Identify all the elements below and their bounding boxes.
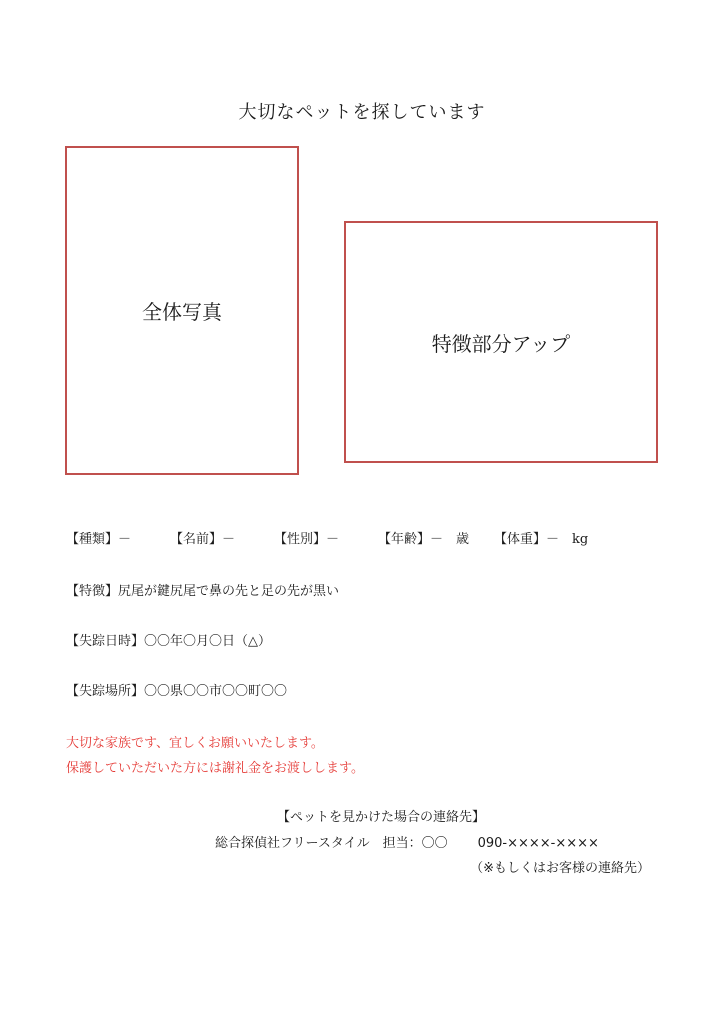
age-field: 【年齢】－ 歳: [378, 532, 470, 547]
contact-line: [215, 832, 599, 851]
missing-place-field: 【失踪場所】〇〇県〇〇市〇〇町〇〇: [66, 684, 288, 699]
contact-note: （※もしくはお客様の連絡先）: [470, 861, 650, 876]
page-title: 大切なペットを探しています: [238, 102, 486, 123]
contact-company: 総合探偵社フリースタイル 担当：〇〇: [215, 836, 448, 851]
notice-line-2: 保護していただいた方には謝礼金をお渡しします。: [66, 761, 364, 776]
full-body-photo-placeholder: [65, 146, 299, 475]
full-body-photo-label: 全体写真: [142, 300, 222, 324]
notice-line-1: 大切な家族です、宜しくお願いいたします。: [66, 736, 324, 751]
feature-closeup-photo-placeholder: [344, 221, 658, 463]
contact-phone: 090-××××-××××: [477, 836, 599, 851]
contact-heading: 【ペットを見かけた場合の連絡先】: [276, 810, 485, 825]
missing-date-field: 【失踪日時】〇〇年〇月〇日（△）: [66, 634, 271, 649]
name-field: 【名前】－: [170, 532, 236, 547]
sex-field: 【性別】－: [274, 532, 340, 547]
feature-closeup-photo-label: 特徴部分アップ: [431, 331, 571, 356]
species-field: 【種類】－: [66, 532, 132, 547]
weight-field: 【体重】－ kg: [494, 532, 589, 547]
basic-info-row: [66, 528, 604, 547]
features-field: 【特徴】尻尾が鍵尻尾で鼻の先と足の先が黒い: [66, 584, 340, 599]
